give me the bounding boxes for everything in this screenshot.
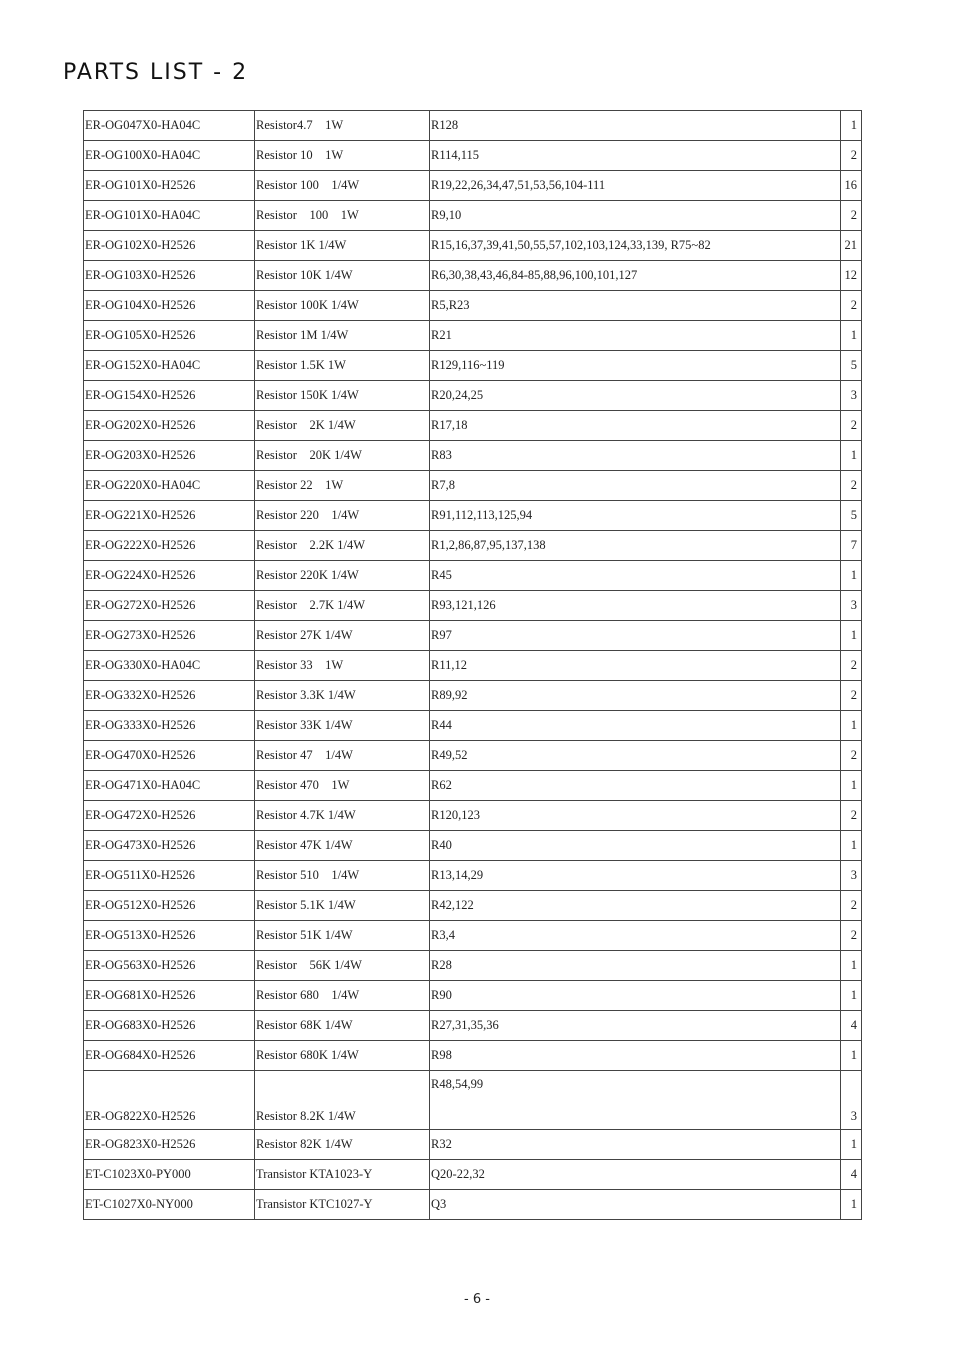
part-number-cell: ER-OG105X0-H2526	[84, 321, 255, 351]
description-cell: Resistor 82K 1/4W	[255, 1130, 430, 1160]
quantity-cell: 1	[841, 1041, 862, 1071]
table-row	[84, 381, 862, 411]
quantity-cell: 1	[841, 321, 862, 351]
table-row	[84, 531, 862, 561]
description-cell: Resistor 510 1/4W	[255, 861, 430, 891]
location-cell: R90	[430, 981, 841, 1011]
table-row	[84, 891, 862, 921]
quantity-cell: 2	[841, 411, 862, 441]
quantity-cell: 2	[841, 741, 862, 771]
description-cell: Resistor 1K 1/4W	[255, 231, 430, 261]
quantity-cell: 1	[841, 561, 862, 591]
description-cell: Resistor 10 1W	[255, 141, 430, 171]
description-cell: Transistor KTC1027-Y	[255, 1190, 430, 1220]
location-cell: R120,123	[430, 801, 841, 831]
table-row	[84, 741, 862, 771]
location-cell: R13,14,29	[430, 861, 841, 891]
table-row	[84, 441, 862, 471]
description-cell: Resistor 22 1W	[255, 471, 430, 501]
quantity-cell: 1	[841, 771, 862, 801]
table-row	[84, 351, 862, 381]
table-row	[84, 981, 862, 1011]
part-number-cell: ER-OG102X0-H2526	[84, 231, 255, 261]
table-row	[84, 831, 862, 861]
parts-list-table	[83, 110, 862, 1220]
location-cell: R19,22,26,34,47,51,53,56,104-111	[430, 171, 841, 201]
part-number-cell: ER-OG273X0-H2526	[84, 621, 255, 651]
part-number-cell: ER-OG203X0-H2526	[84, 441, 255, 471]
quantity-cell: 1	[841, 111, 862, 141]
description-cell: Resistor 470 1W	[255, 771, 430, 801]
table-row	[84, 1041, 862, 1071]
location-cell: R32	[430, 1130, 841, 1160]
description-cell: Resistor 4.7K 1/4W	[255, 801, 430, 831]
location-cell: R28	[430, 951, 841, 981]
table-row	[84, 141, 862, 171]
table-row	[84, 1011, 862, 1041]
quantity-cell: 1	[841, 951, 862, 981]
location-cell: R48,54,99	[430, 1071, 841, 1130]
description-cell: Resistor 47K 1/4W	[255, 831, 430, 861]
location-cell: R9,10	[430, 201, 841, 231]
quantity-cell: 5	[841, 501, 862, 531]
quantity-cell: 2	[841, 891, 862, 921]
description-cell: Resistor 680 1/4W	[255, 981, 430, 1011]
description-cell: Resistor 8.2K 1/4W	[255, 1071, 430, 1130]
location-cell: R21	[430, 321, 841, 351]
description-cell: Resistor 220K 1/4W	[255, 561, 430, 591]
quantity-cell: 12	[841, 261, 862, 291]
description-cell: Resistor 150K 1/4W	[255, 381, 430, 411]
part-number-cell: ER-OG681X0-H2526	[84, 981, 255, 1011]
table-row	[84, 921, 862, 951]
part-number-cell: ER-OG101X0-HA04C	[84, 201, 255, 231]
location-cell: R11,12	[430, 651, 841, 681]
quantity-cell: 3	[841, 861, 862, 891]
location-cell: R62	[430, 771, 841, 801]
location-cell: R40	[430, 831, 841, 861]
location-cell: R128	[430, 111, 841, 141]
part-number-cell: ER-OG513X0-H2526	[84, 921, 255, 951]
description-cell: Resistor 68K 1/4W	[255, 1011, 430, 1041]
quantity-cell: 3	[841, 381, 862, 411]
part-number-cell: ER-OG100X0-HA04C	[84, 141, 255, 171]
part-number-cell: ER-OG683X0-H2526	[84, 1011, 255, 1041]
location-cell: R97	[430, 621, 841, 651]
description-cell: Resistor 2.2K 1/4W	[255, 531, 430, 561]
part-number-cell: ER-OG332X0-H2526	[84, 681, 255, 711]
location-cell: R49,52	[430, 741, 841, 771]
location-cell: R3,4	[430, 921, 841, 951]
table-row	[84, 1160, 862, 1190]
table-row	[84, 561, 862, 591]
quantity-cell: 2	[841, 681, 862, 711]
description-cell: Resistor 56K 1/4W	[255, 951, 430, 981]
table-row	[84, 111, 862, 141]
quantity-cell: 2	[841, 651, 862, 681]
quantity-cell: 3	[841, 1071, 862, 1130]
table-row	[84, 501, 862, 531]
description-cell: Resistor 100K 1/4W	[255, 291, 430, 321]
part-number-cell: ET-C1027X0-NY000	[84, 1190, 255, 1220]
part-number-cell: ER-OG822X0-H2526	[84, 1071, 255, 1130]
description-cell: Resistor 47 1/4W	[255, 741, 430, 771]
table-row	[84, 801, 862, 831]
location-cell: R93,121,126	[430, 591, 841, 621]
part-number-cell: ER-OG202X0-H2526	[84, 411, 255, 441]
part-number-cell: ER-OG470X0-H2526	[84, 741, 255, 771]
table-row	[84, 711, 862, 741]
description-cell: Resistor 5.1K 1/4W	[255, 891, 430, 921]
part-number-cell: ER-OG154X0-H2526	[84, 381, 255, 411]
part-number-cell: ER-OG222X0-H2526	[84, 531, 255, 561]
table-row	[84, 951, 862, 981]
part-number-cell: ER-OG330X0-HA04C	[84, 651, 255, 681]
location-cell: Q3	[430, 1190, 841, 1220]
quantity-cell: 2	[841, 921, 862, 951]
quantity-cell: 1	[841, 621, 862, 651]
description-cell: Resistor 680K 1/4W	[255, 1041, 430, 1071]
location-cell: R45	[430, 561, 841, 591]
part-number-cell: ER-OG152X0-HA04C	[84, 351, 255, 381]
part-number-cell: ER-OG512X0-H2526	[84, 891, 255, 921]
part-number-cell: ER-OG221X0-H2526	[84, 501, 255, 531]
table-row	[84, 201, 862, 231]
location-cell: R5,R23	[430, 291, 841, 321]
table-row	[84, 1190, 862, 1220]
location-cell: R17,18	[430, 411, 841, 441]
description-cell: Resistor 2K 1/4W	[255, 411, 430, 441]
part-number-cell: ER-OG104X0-H2526	[84, 291, 255, 321]
location-cell: Q20-22,32	[430, 1160, 841, 1190]
description-cell: Resistor 2.7K 1/4W	[255, 591, 430, 621]
part-number-cell: ER-OG272X0-H2526	[84, 591, 255, 621]
table-row	[84, 261, 862, 291]
location-cell: R114,115	[430, 141, 841, 171]
description-cell: Resistor 3.3K 1/4W	[255, 681, 430, 711]
quantity-cell: 1	[841, 441, 862, 471]
quantity-cell: 4	[841, 1160, 862, 1190]
table-row	[84, 1071, 862, 1130]
location-cell: R83	[430, 441, 841, 471]
part-number-cell: ER-OG333X0-H2526	[84, 711, 255, 741]
table-row	[84, 1130, 862, 1160]
part-number-cell: ER-OG224X0-H2526	[84, 561, 255, 591]
description-cell: Resistor4.7 1W	[255, 111, 430, 141]
part-number-cell: ER-OG471X0-HA04C	[84, 771, 255, 801]
location-cell: R7,8	[430, 471, 841, 501]
quantity-cell: 1	[841, 711, 862, 741]
part-number-cell: ER-OG823X0-H2526	[84, 1130, 255, 1160]
description-cell: Resistor 100 1W	[255, 201, 430, 231]
table-row	[84, 471, 862, 501]
quantity-cell: 2	[841, 801, 862, 831]
quantity-cell: 3	[841, 591, 862, 621]
table-row	[84, 771, 862, 801]
location-cell: R15,16,37,39,41,50,55,57,102,103,124,33,139, R75~82	[430, 231, 841, 261]
description-cell: Resistor 27K 1/4W	[255, 621, 430, 651]
page-title: PARTS LIST - 2	[63, 60, 249, 85]
description-cell: Resistor 10K 1/4W	[255, 261, 430, 291]
quantity-cell: 1	[841, 1190, 862, 1220]
part-number-cell: ER-OG220X0-HA04C	[84, 471, 255, 501]
quantity-cell: 1	[841, 981, 862, 1011]
table-row	[84, 321, 862, 351]
part-number-cell: ER-OG103X0-H2526	[84, 261, 255, 291]
table-row	[84, 411, 862, 441]
table-row	[84, 681, 862, 711]
location-cell: R89,92	[430, 681, 841, 711]
location-cell: R98	[430, 1041, 841, 1071]
description-cell: Resistor 20K 1/4W	[255, 441, 430, 471]
description-cell: Resistor 1.5K 1W	[255, 351, 430, 381]
description-cell: Transistor KTA1023-Y	[255, 1160, 430, 1190]
table-row	[84, 651, 862, 681]
quantity-cell: 5	[841, 351, 862, 381]
part-number-cell: ER-OG101X0-H2526	[84, 171, 255, 201]
quantity-cell: 16	[841, 171, 862, 201]
page-number: - 6 -	[464, 1292, 490, 1307]
quantity-cell: 2	[841, 141, 862, 171]
quantity-cell: 4	[841, 1011, 862, 1041]
part-number-cell: ER-OG684X0-H2526	[84, 1041, 255, 1071]
part-number-cell: ER-OG511X0-H2526	[84, 861, 255, 891]
table-row	[84, 861, 862, 891]
description-cell: Resistor 220 1/4W	[255, 501, 430, 531]
table-row	[84, 171, 862, 201]
location-cell: R129,116~119	[430, 351, 841, 381]
location-cell: R1,2,86,87,95,137,138	[430, 531, 841, 561]
location-cell: R44	[430, 711, 841, 741]
table-row	[84, 231, 862, 261]
description-cell: Resistor 51K 1/4W	[255, 921, 430, 951]
part-number-cell: ER-OG473X0-H2526	[84, 831, 255, 861]
quantity-cell: 2	[841, 291, 862, 321]
location-cell: R20,24,25	[430, 381, 841, 411]
location-cell: R27,31,35,36	[430, 1011, 841, 1041]
quantity-cell: 2	[841, 471, 862, 501]
part-number-cell: ET-C1023X0-PY000	[84, 1160, 255, 1190]
location-cell: R6,30,38,43,46,84-85,88,96,100,101,127	[430, 261, 841, 291]
location-cell: R42,122	[430, 891, 841, 921]
quantity-cell: 7	[841, 531, 862, 561]
table-row	[84, 291, 862, 321]
quantity-cell: 2	[841, 201, 862, 231]
table-row	[84, 621, 862, 651]
location-cell: R91,112,113,125,94	[430, 501, 841, 531]
part-number-cell: ER-OG047X0-HA04C	[84, 111, 255, 141]
quantity-cell: 21	[841, 231, 862, 261]
part-number-cell: ER-OG472X0-H2526	[84, 801, 255, 831]
description-cell: Resistor 33K 1/4W	[255, 711, 430, 741]
description-cell: Resistor 33 1W	[255, 651, 430, 681]
quantity-cell: 1	[841, 831, 862, 861]
quantity-cell: 1	[841, 1130, 862, 1160]
parts-list-body	[84, 111, 862, 1220]
description-cell: Resistor 100 1/4W	[255, 171, 430, 201]
table-row	[84, 591, 862, 621]
part-number-cell: ER-OG563X0-H2526	[84, 951, 255, 981]
description-cell: Resistor 1M 1/4W	[255, 321, 430, 351]
